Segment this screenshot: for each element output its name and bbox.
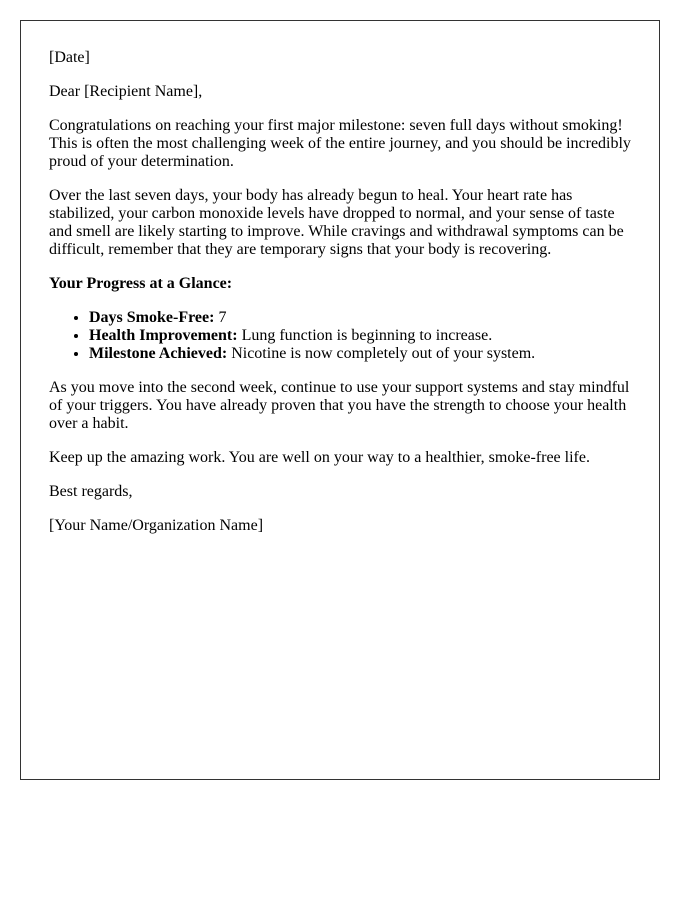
progress-list bbox=[49, 309, 631, 363]
progress-item-label: Days Smoke-Free: bbox=[89, 309, 215, 326]
progress-item-value: Nicotine is now completely out of your system. bbox=[231, 345, 536, 362]
letter-date: [Date] bbox=[49, 49, 90, 66]
progress-item-days bbox=[89, 309, 631, 327]
progress-heading: Your Progress at a Glance: bbox=[49, 275, 233, 292]
letter-paragraph-second-week: As you move into the second week, continue to use your support systems and stay mindful of your triggers. You have already proven that you have the strength to choose your health over a habit. bbox=[49, 379, 630, 432]
letter-paragraph-encouragement: Keep up the amazing work. You are well on your way to a healthier, smoke-free life. bbox=[49, 449, 590, 466]
letter-salutation: Dear [Recipient Name], bbox=[49, 83, 203, 100]
progress-item-value: Lung function is beginning to increase. bbox=[241, 327, 493, 344]
progress-item-milestone bbox=[89, 345, 631, 363]
progress-item-label: Milestone Achieved: bbox=[89, 345, 228, 362]
progress-item-value: 7 bbox=[218, 309, 227, 326]
progress-item-label: Health Improvement: bbox=[89, 327, 238, 344]
letter-closing: Best regards, bbox=[49, 483, 133, 500]
letter-page bbox=[20, 20, 660, 780]
letter-signature: [Your Name/Organization Name] bbox=[49, 517, 264, 534]
progress-item-health bbox=[89, 327, 631, 345]
letter-paragraph-congratulations: Congratulations on reaching your first major milestone: seven full days without smoking! This is often the most challenging week of the entire journey, and you should be incredibly proud of your determination. bbox=[49, 117, 631, 170]
letter-paragraph-healing: Over the last seven days, your body has already begun to heal. Your heart rate has stabilized, your carbon monoxide levels have dropped to normal, and your sense of taste and smell are likely starting to improve. While cravings and withdrawal symptoms can be difficult, remember that they are temporary signs that your body is recovering. bbox=[49, 187, 624, 258]
